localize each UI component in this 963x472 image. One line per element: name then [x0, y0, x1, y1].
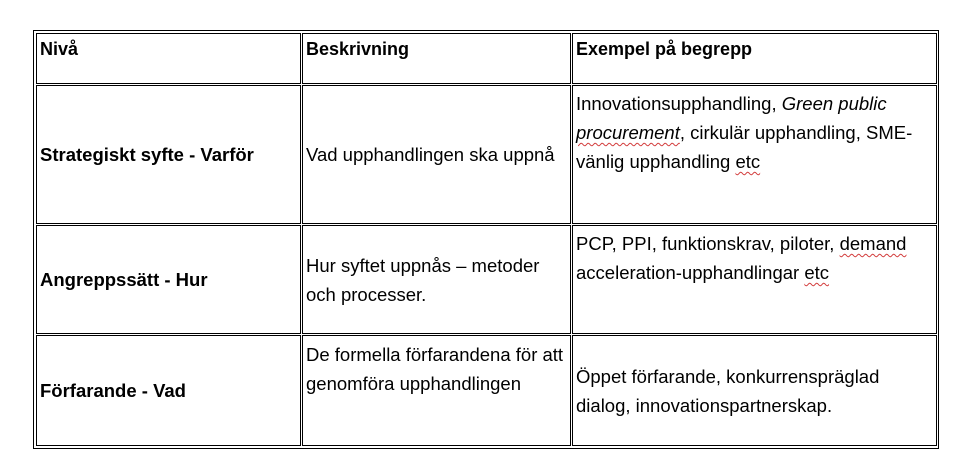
row-1-examples-italic-a: Green public [781, 93, 887, 114]
row-1-examples-part3: , cirkulär upphandling, SME-vänlig upphandling [576, 122, 913, 172]
row-2-examples-part1: PCP, PPI, funktionskrav, piloter, [576, 233, 840, 254]
row-1-examples-part4: etc [735, 151, 761, 172]
row-2-level-text: Angreppssätt - Hur [40, 269, 208, 290]
row-3-level-text: Förfarande - Vad [40, 380, 186, 401]
header-examples [572, 33, 937, 84]
table-row-1-description [302, 85, 571, 224]
row-2-examples-part4: etc [804, 262, 830, 283]
header-examples-label: Exempel på begrepp [576, 39, 753, 59]
table-row-3-description [302, 335, 571, 446]
row-2-description-text: Hur syftet uppnås – metoder och processer. [306, 254, 540, 305]
header-description [302, 33, 571, 84]
row-1-level-text: Strategiskt syfte - Varför [40, 144, 254, 165]
row-3-description-text: De formella förfarandena för att genomföra upphandlingen [306, 344, 564, 394]
row-2-examples-part3: acceleration-upphandlingar [576, 262, 805, 283]
row-2-examples-part2: demand [839, 233, 907, 254]
header-description-label: Beskrivning [306, 39, 410, 59]
row-1-examples-italic-b: procurement [576, 122, 680, 143]
header-level [36, 33, 301, 84]
table-row-1-level [36, 85, 301, 224]
table-row-2-description [302, 225, 571, 334]
table-row-2-level [36, 225, 301, 334]
header-level-label: Nivå [40, 39, 79, 59]
row-3-examples-text: Öppet förfarande, konkurrenspräglad dialog, innovationspartnerskap. [576, 365, 880, 416]
table-row-3-examples [572, 335, 937, 446]
row-1-description-text: Vad upphandlingen ska uppnå [306, 144, 555, 165]
table-row-1-examples [572, 85, 937, 224]
row-1-examples-part1: Innovationsupphandling, [576, 93, 782, 114]
table-row-2-examples [572, 225, 937, 334]
table-row-3-level [36, 335, 301, 446]
